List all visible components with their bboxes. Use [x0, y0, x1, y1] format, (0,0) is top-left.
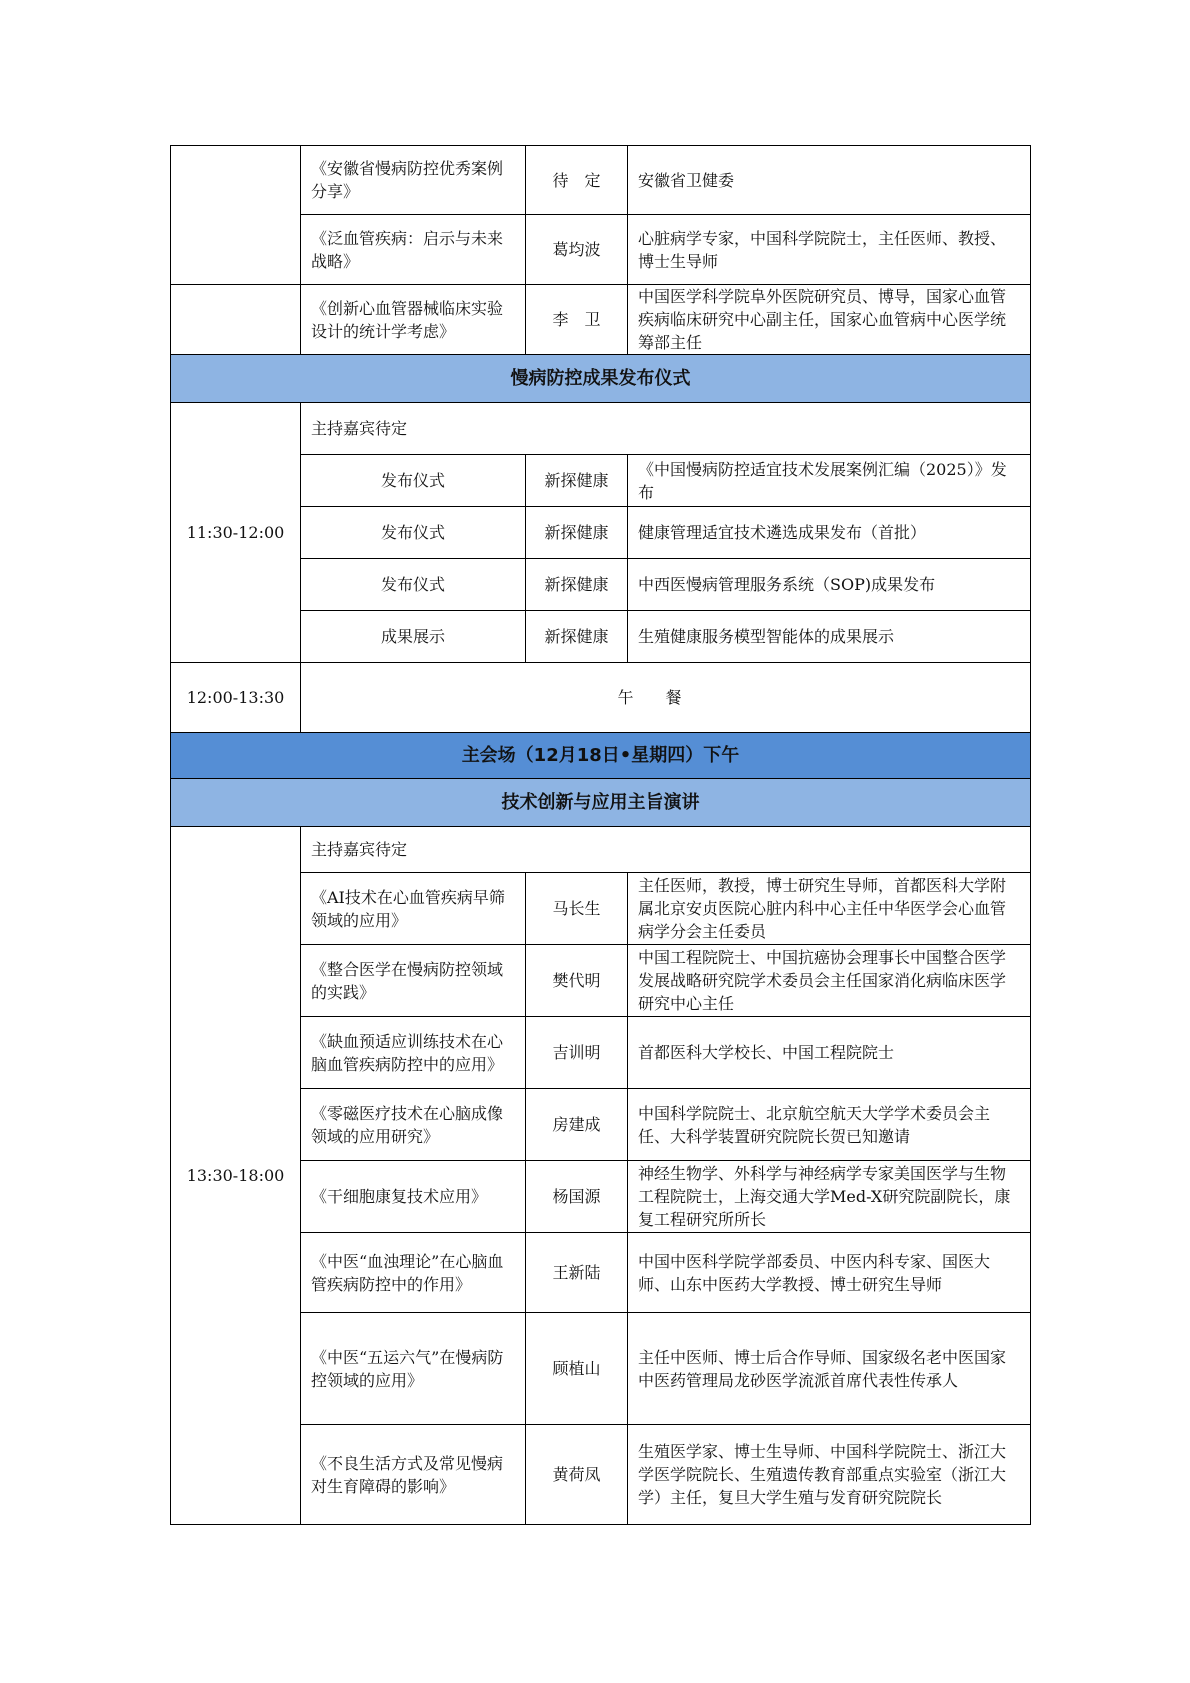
speaker-name: 待 定 [526, 146, 628, 215]
speaker-description: 中国医学科学院阜外医院研究员、博导，国家心血管疾病临床研究中心副主任，国家心血管病中心医学统筹部主任 [628, 285, 1031, 355]
table-row [171, 827, 1031, 873]
item-description: 生殖健康服务模型智能体的成果展示 [628, 611, 1031, 663]
item-type: 发布仪式 [301, 507, 526, 559]
speaker-description: 中国工程院院士、中国抗癌协会理事长中国整合医学发展战略研究院学术委员会主任国家消化病临床医学研究中心主任 [628, 945, 1031, 1017]
speaker-name: 马长生 [526, 873, 628, 945]
host-label: 主持嘉宾待定 [301, 403, 1031, 455]
speaker-name: 房建成 [526, 1089, 628, 1161]
speaker-description: 首都医科大学校长、中国工程院院士 [628, 1017, 1031, 1089]
empty-time-cell [171, 146, 301, 285]
talk-title: 《中医“血浊理论”在心脑血管疾病防控中的作用》 [301, 1233, 526, 1313]
speaker-name: 黄荷凤 [526, 1425, 628, 1525]
lunch-label: 午餐 [301, 663, 1031, 733]
time-slot: 12:00-13:30 [171, 663, 301, 733]
talk-title: 《AI技术在心血管疾病早筛领域的应用》 [301, 873, 526, 945]
section-header [171, 733, 1031, 779]
section-header [171, 355, 1031, 403]
table-row [171, 146, 1031, 215]
agenda-table [170, 145, 1031, 1525]
item-description: 《中国慢病防控适宜技术发展案例汇编（2025）》发布 [628, 455, 1031, 507]
table-row [171, 663, 1031, 733]
talk-title: 《安徽省慢病防控优秀案例分享》 [301, 146, 526, 215]
time-slot: 11:30-12:00 [171, 403, 301, 663]
item-type: 发布仪式 [301, 455, 526, 507]
speaker-description: 主任医师，教授，博士研究生导师，首都医科大学附属北京安贞医院心脏内科中心主任中华医学会心血管病学分会主任委员 [628, 873, 1031, 945]
speaker-name: 顾植山 [526, 1313, 628, 1425]
talk-title: 《干细胞康复技术应用》 [301, 1161, 526, 1233]
time-slot [171, 827, 301, 1525]
speaker-name: 李 卫 [526, 285, 628, 355]
item-description: 中西医慢病管理服务系统（SOP)成果发布 [628, 559, 1031, 611]
item-type: 发布仪式 [301, 559, 526, 611]
item-description: 健康管理适宜技术遴选成果发布（首批） [628, 507, 1031, 559]
talk-title: 《泛血管疾病：启示与未来战略》 [301, 215, 526, 285]
speaker-description: 神经生物学、外科学与神经病学专家美国医学与生物工程院院士，上海交通大学Med-X研究院副院长，康复工程研究所所长 [628, 1161, 1031, 1233]
speaker-description: 中国中医科学院学部委员、中医内科专家、国医大师、山东中医药大学教授、博士研究生导师 [628, 1233, 1031, 1313]
talk-title: 《零磁医疗技术在心脑成像领域的应用研究》 [301, 1089, 526, 1161]
talk-title: 《创新心血管器械临床实验设计的统计学考虑》 [301, 285, 526, 355]
talk-title: 《不良生活方式及常见慢病对生育障碍的影响》 [301, 1425, 526, 1525]
table-row [171, 403, 1031, 455]
item-org: 新探健康 [526, 507, 628, 559]
host-label: 主持嘉宾待定 [301, 827, 1031, 873]
speaker-name: 吉训明 [526, 1017, 628, 1089]
talk-title: 《缺血预适应训练技术在心脑血管疾病防控中的应用》 [301, 1017, 526, 1089]
item-org: 新探健康 [526, 455, 628, 507]
item-org: 新探健康 [526, 559, 628, 611]
speaker-name: 杨国源 [526, 1161, 628, 1233]
time-slot-text: 13:30-18:00 [186, 1166, 285, 1185]
item-type: 成果展示 [301, 611, 526, 663]
section-title-keynote: 技术创新与应用主旨演讲 [171, 779, 1031, 827]
section-title-release: 慢病防控成果发布仪式 [171, 355, 1031, 403]
speaker-name: 樊代明 [526, 945, 628, 1017]
section-title-main-pm: 主会场（12月18日•星期四）下午 [171, 733, 1031, 779]
table-row [171, 285, 1031, 355]
speaker-description: 生殖医学家、博士生导师、中国科学院院士、浙江大学医学院院长、生殖遗传教育部重点实验室（浙江大学）主任，复旦大学生殖与发育研究院院长 [628, 1425, 1031, 1525]
speaker-description: 心脏病学专家，中国科学院院士，主任医师、教授、博士生导师 [628, 215, 1031, 285]
speaker-description: 中国科学院院士、北京航空航天大学学术委员会主任、大科学装置研究院院长贺已知邀请 [628, 1089, 1031, 1161]
section-header [171, 779, 1031, 827]
speaker-description: 安徽省卫健委 [628, 146, 1031, 215]
empty-time-cell [171, 285, 301, 355]
speaker-description: 主任中医师、博士后合作导师、国家级名老中医国家中医药管理局龙砂医学流派首席代表性传承人 [628, 1313, 1031, 1425]
speaker-name: 葛均波 [526, 215, 628, 285]
talk-title: 《整合医学在慢病防控领域的实践》 [301, 945, 526, 1017]
speaker-name: 王新陆 [526, 1233, 628, 1313]
item-org: 新探健康 [526, 611, 628, 663]
talk-title: 《中医“五运六气”在慢病防控领域的应用》 [301, 1313, 526, 1425]
